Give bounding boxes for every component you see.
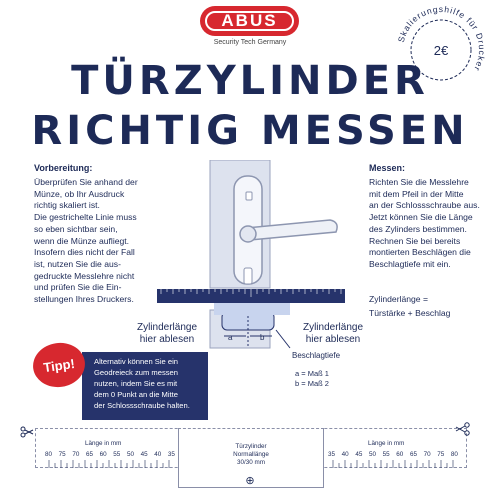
- keyhole: [244, 268, 252, 284]
- tick-label: 80: [450, 451, 458, 458]
- beschlagtiefe-label: Beschlagtiefe: [292, 351, 341, 360]
- center-screw-icon: ⊕: [245, 475, 255, 487]
- tipp-line: dem 0 Punkt an die Mitte: [94, 390, 178, 399]
- tipp-box: [82, 352, 208, 420]
- tick-label: 80: [45, 451, 53, 458]
- abus-logo-text: ABUS: [205, 11, 294, 31]
- tick-label: 65: [85, 451, 93, 458]
- ruler-left-ticks: [45, 451, 175, 458]
- tick-label: 50: [368, 451, 376, 458]
- brand-tagline: Security Tech Germany: [213, 39, 287, 46]
- right-paragraph: [369, 177, 499, 271]
- right-line: Beschlagtiefe mit ein.: [369, 258, 451, 269]
- ruler-right-ticks: [328, 451, 458, 458]
- tipp-badge: Tipp!: [30, 340, 88, 391]
- tick-label: 70: [423, 451, 431, 458]
- center-value: 30/30 mm: [237, 459, 265, 466]
- left-line: Münze, ob Ihr Ausdruck: [34, 188, 125, 199]
- callout-left: [122, 322, 212, 346]
- right-heading: Messen:: [369, 163, 406, 173]
- right-line: mit dem Pfeil in der Mitte: [369, 188, 464, 199]
- tick-label: 50: [126, 451, 134, 458]
- callout-left-line2: hier ablesen: [139, 334, 195, 345]
- tick-label: 65: [409, 451, 417, 458]
- left-line: wenn die Münze aufliegt.: [34, 235, 130, 246]
- tick-label: 45: [355, 451, 363, 458]
- screw-top: [246, 192, 252, 200]
- tipp-line: Geodreieck zum messen: [94, 368, 178, 377]
- left-line: stellungen Ihres Druckers.: [34, 294, 134, 305]
- tick-label: 55: [382, 451, 390, 458]
- left-line: so eben sichtbar sein,: [34, 223, 118, 234]
- right-line: des Zylinders bestimmen.: [369, 223, 467, 234]
- right-line: Rechnen Sie bei bereits: [369, 235, 461, 246]
- center-title2: Normallänge: [233, 451, 269, 458]
- left-line: Überprüfen Sie anhand der: [34, 177, 138, 187]
- tick-label: 40: [154, 451, 162, 458]
- ruler-center-text: [178, 443, 324, 467]
- tick-label: 60: [396, 451, 404, 458]
- tick-label: 55: [113, 451, 121, 458]
- tick-label: 35: [328, 451, 336, 458]
- callout-right-line1: Zylinderlänge: [302, 322, 364, 333]
- page-title-line2: RICHTIG MESSEN: [31, 108, 469, 154]
- formula-line2: Türstärke + Beschlag: [369, 308, 451, 318]
- tick-label: 60: [99, 451, 107, 458]
- stamp-arc-text: Skalierungshilfe für Drucker: [395, 3, 488, 74]
- left-line: und prüfen Sie die Ein-: [34, 282, 122, 293]
- left-line: Die gestrichelte Linie muss: [34, 212, 137, 223]
- left-heading: Vorbereitung:: [34, 163, 93, 173]
- tipp-line: der Schlossschraube halten.: [94, 401, 190, 410]
- tick-label: 70: [72, 451, 80, 458]
- ruler-right-label: Länge in mm: [368, 440, 405, 447]
- left-line: richtig skaliert ist.: [34, 200, 100, 211]
- measure-strip-ticks: [157, 289, 345, 303]
- left-line: gedruckte Messlehre nicht: [34, 270, 135, 281]
- tick-label: 40: [341, 451, 349, 458]
- formula-line1: Zylinderlänge =: [369, 294, 428, 304]
- left-line: ist, nutzen Sie die aus-: [34, 258, 121, 269]
- abus-logo: [200, 6, 299, 36]
- label-a: a: [228, 333, 233, 342]
- legend-b: b = Maß 2: [295, 379, 329, 388]
- page-title-line1: TÜRZYLINDER: [71, 58, 429, 104]
- callout-left-line1: Zylinderlänge: [136, 322, 198, 333]
- label-b: b: [260, 333, 265, 342]
- tick-label: 35: [167, 451, 175, 458]
- handle-rose: [240, 226, 256, 242]
- tipp-line: Alternativ können Sie ein: [94, 357, 179, 366]
- right-line: Jetzt können Sie die Länge: [369, 212, 473, 223]
- scissors-icon: [454, 422, 470, 436]
- center-title1: Türzylinder: [235, 443, 267, 450]
- cylinder-band: [214, 303, 290, 315]
- left-line: Insofern dies nicht der Fall: [34, 247, 135, 258]
- tipp-line: nutzen, indem Sie es mit: [94, 379, 178, 388]
- scissors-icon: [20, 426, 34, 438]
- right-line: an der Schlossschraube aus.: [369, 200, 480, 211]
- ruler-left-label: Länge in mm: [85, 440, 122, 447]
- stamp-value: 2€: [433, 43, 449, 58]
- legend-a: a = Maß 1: [295, 369, 329, 378]
- tick-label: 75: [437, 451, 445, 458]
- tick-label: 75: [58, 451, 66, 458]
- callout-right-line2: hier ablesen: [305, 334, 361, 345]
- tick-label: 45: [140, 451, 148, 458]
- callout-right: [288, 322, 378, 346]
- right-line: Richten Sie die Messlehre: [369, 177, 469, 187]
- right-line: montierten Beschlägen die: [369, 247, 471, 258]
